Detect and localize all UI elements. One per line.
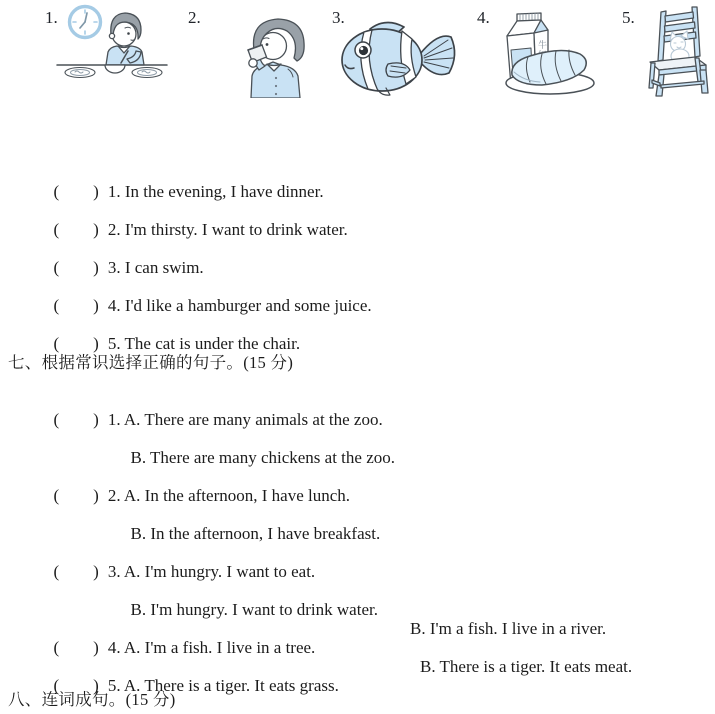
- question-2-option-a: [45, 467, 350, 505]
- picture-number-4: 4.: [477, 8, 490, 27]
- answer-blank: ( ): [53, 296, 99, 315]
- question-1-option-a: [45, 391, 383, 429]
- picture-number-1: 1.: [45, 8, 58, 27]
- statement-text: 2. I'm thirsty. I want to drink water.: [107, 220, 348, 239]
- answer-blank: ( ): [53, 676, 99, 695]
- statement-text: 5. The cat is under the chair.: [107, 334, 301, 353]
- answer-blank: ( ): [53, 562, 99, 581]
- picture-number-2: 2.: [188, 8, 201, 27]
- section-seven-heading: 七、根据常识选择正确的句子。(15 分): [8, 353, 294, 372]
- option-b-text: B. In the afternoon, I have breakfast.: [130, 524, 381, 543]
- matching-item-3: [45, 239, 204, 277]
- answer-blank: ( ): [53, 638, 99, 657]
- statement-text: 4. I'd like a hamburger and some juice.: [107, 296, 372, 315]
- statement-text: 3. I can swim.: [107, 258, 204, 277]
- picture-number-3: 3.: [332, 8, 345, 27]
- milk-label-char1: 牛: [538, 40, 548, 50]
- section-eight-heading: 八、连词成句。(15 分): [8, 690, 176, 709]
- option-b-text: B. There is a tiger. It eats meat.: [420, 657, 633, 676]
- option-a-text: 1. A. There are many animals at the zoo.: [107, 410, 383, 429]
- option-a-text: 4. A. I'm a fish. I live in a tree.: [107, 638, 316, 657]
- cat-on-chair-illustration: [636, 4, 714, 98]
- answer-blank: ( ): [53, 334, 99, 353]
- option-a-text: 5. A. There is a tiger. It eats grass.: [107, 676, 339, 695]
- matching-item-4: [45, 277, 372, 315]
- milk-and-bread-illustration: [490, 8, 596, 98]
- answer-blank: ( ): [53, 410, 99, 429]
- question-2-option-b: [122, 505, 380, 543]
- matching-item-1: [45, 163, 324, 201]
- option-b-text: B. There are many chickens at the zoo.: [130, 448, 395, 467]
- boy-having-dinner-illustration: [56, 2, 168, 92]
- matching-item-2: [45, 201, 348, 239]
- answer-blank: ( ): [53, 220, 99, 239]
- option-a-text: 3. A. I'm hungry. I want to eat.: [107, 562, 316, 581]
- fish-illustration: [336, 16, 464, 98]
- option-a-text: 2. A. In the afternoon, I have lunch.: [107, 486, 351, 505]
- question-3-option-b: [122, 581, 378, 619]
- matching-item-5: [45, 315, 300, 353]
- option-b-text: B. I'm hungry. I want to drink water.: [130, 600, 378, 619]
- option-b-text: B. I'm a fish. I live in a river.: [410, 619, 607, 638]
- boy-drinking-illustration: [225, 12, 330, 98]
- answer-blank: ( ): [53, 258, 99, 277]
- question-1-option-b: [122, 429, 395, 467]
- picture-number-5: 5.: [622, 8, 635, 27]
- answer-blank: ( ): [53, 486, 99, 505]
- question-3-option-a: [45, 543, 315, 581]
- statement-text: 1. In the evening, I have dinner.: [107, 182, 324, 201]
- answer-blank: ( ): [53, 182, 99, 201]
